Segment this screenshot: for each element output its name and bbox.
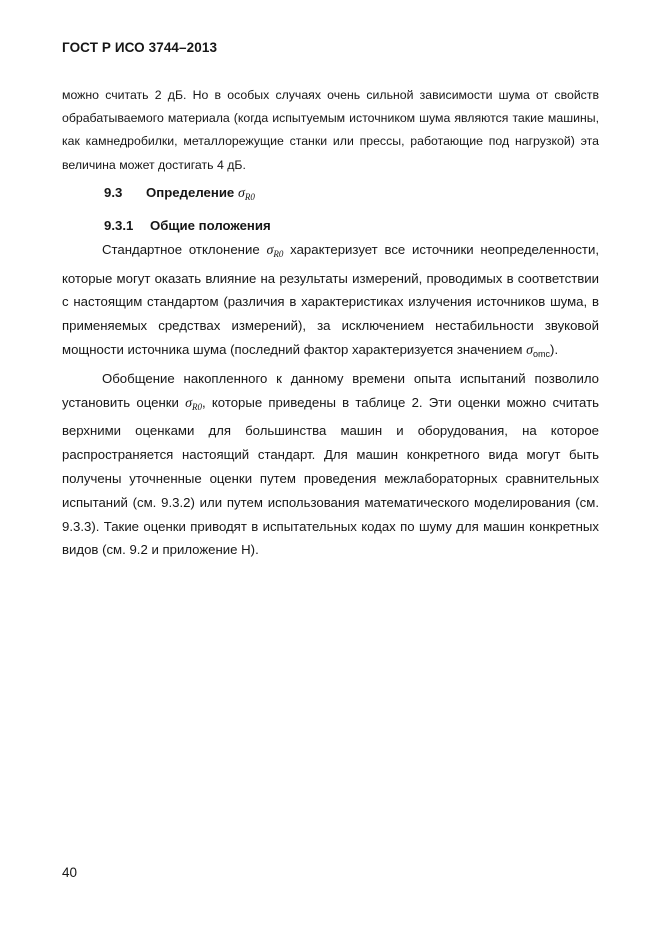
sigma-r0-symbol: $\sigma_{R0}$ (266, 242, 284, 259)
section-heading-9-3-1 (62, 213, 599, 238)
section-heading-9-3 (62, 180, 599, 210)
document-body (62, 84, 599, 562)
intro-paragraph: можно считать 2 дБ. Но в особых случаях очень сильной зависимости шума от свойств обрабатываемого материала (когда испытуемым источником шума являются такие машины, как камнедробилки, металлорежущие станки или прессы, работающие под нагрузкой) эта величина может достигать 4 дБ. (62, 88, 599, 172)
subsection-title: Общие положения (150, 217, 271, 233)
standard-deviation-paragraph: Стандартное отклонение $\sigma_{R0}$ характеризует все источники неопределенности, которые могут оказать влияние на результаты измерений, проводимых в соответствии с настоящим стандартом (различия в характеристиках излучения источников шума, в применяемых средствах измерений), за исключением нестабильности звуковой мощности источника шума (последний фактор характеризуется значением $\sigma_{omc}$). (62, 241, 600, 359)
sigma-r0-symbol: $\sigma_{R0}$ (185, 395, 202, 412)
standard-header: ГОСТ Р ИСО 3744–2013 (62, 40, 218, 55)
subsection-number: 9.3.1 (104, 217, 134, 233)
section-title: Определение (146, 184, 235, 200)
page-number: 40 (62, 865, 78, 880)
section-number: 9.3 (104, 184, 123, 200)
sigma-r0-symbol: $\sigma_{R0}$ (237, 185, 255, 202)
sigma-omc-symbol: $\sigma_{omc}$ (526, 343, 551, 359)
estimates-paragraph: Обобщение накопленного к данному времени опыта испытаний позволило установить оценки $\sigma_{R0}$, которые приведены в таблице 2. Эти оценки можно считать верхними оценками для большинства машин и оборудования, на которое распространяется настоящий стандарт. Для машин конкретного вида могут быть получены уточненные оценки путем проведения межлабораторных сравнительных испытаний (см. 9.3.2) или путем использования математического моделирования (см. 9.3.3). Такие оценки приводят в испытательных кодах по шуму для машин конкретных видов (см. 9.2 и приложение Н). (62, 370, 599, 558)
